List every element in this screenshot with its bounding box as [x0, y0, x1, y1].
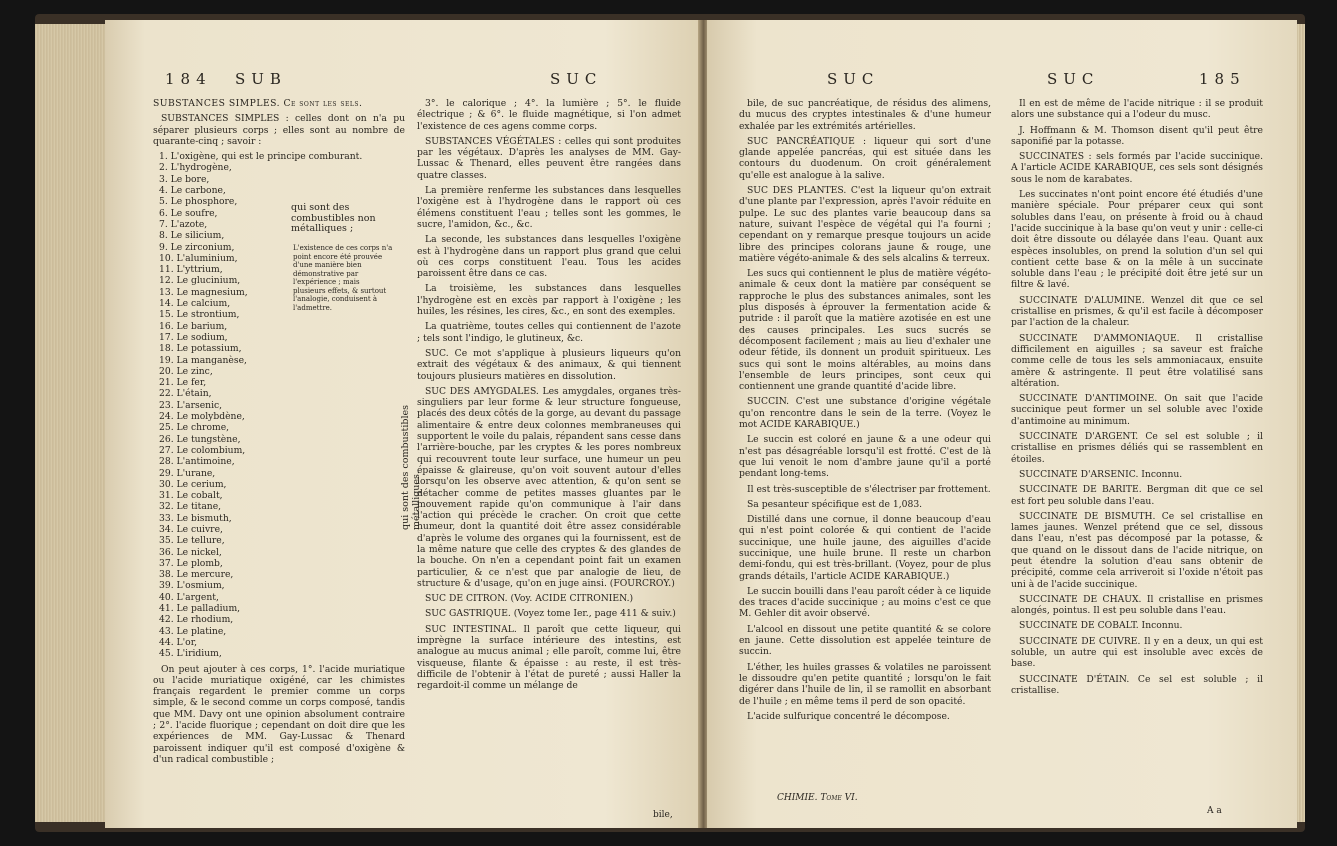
element-item: 44. L'or, — [159, 636, 197, 648]
paragraph: La troisième, les substances dans lesquelles l'hydrogène est en excès par rapport à l'oxigène ; les huiles, les résines, les cires, &c., en sont des exemples. — [417, 283, 681, 318]
bracket-note-1: qui sont des combustibles non métalliques ; — [291, 202, 376, 234]
element-item: 20. Le zinc, — [159, 365, 213, 377]
element-item: 6. Le soufre, — [159, 207, 218, 219]
element-item: 45. L'iridium, — [159, 648, 222, 660]
element-item: 3. Le bore, — [159, 173, 210, 185]
paragraph: Le succin bouilli dans l'eau paroît céder à ce liquide des traces d'acide succinique ; au moins c'est ce que M. Gehler dit avoir observé. — [739, 585, 991, 620]
paragraph: Sa pesanteur spécifique est de 1,083. — [747, 498, 923, 510]
element-item: 30. Le cerium, — [159, 478, 227, 490]
element-item: 4. Le carbone, — [159, 185, 226, 197]
paragraph: Les sucs qui contiennent le plus de matière végéto-animale & ceux dont la matière par conséquent se rapproche le plus des substances animales, sont les plus disposés à éprouver la fermentation acide & putride : il paroît que la matière azotisée en est une des causes principales. Les sucs sucrés se décomposent facilement ; mais au lieu d'exhaler une odeur fétide, ils donnent un produit spiritueux. Les sucs qui sont le moins altérables, au moins dans l'ensemble de leurs principes, sont ceux qui contiennent une grande quantité d'acide libre. — [739, 268, 991, 393]
element-item: 17. Le sodium, — [159, 331, 228, 343]
paragraph: SUCCINATE D'ÉTAIN. Ce sel est soluble ; il cristallise. — [1011, 673, 1263, 696]
paragraph: SUCCINATES : sels formés par l'acide succinique. A l'article ACIDE KARABIQUE, ces sels sont désignés sous le nom de karabates. — [1011, 151, 1263, 185]
page-number-right: 185 — [1199, 70, 1246, 88]
element-item: 18. Le potassium, — [159, 343, 242, 355]
element-item: 14. Le calcium, — [159, 298, 231, 310]
running-head-right-b: SUC — [1047, 70, 1100, 88]
right-column-1 — [739, 98, 991, 726]
element-item: 7. L'azote, — [159, 218, 208, 230]
left-column-1 — [153, 98, 405, 769]
paragraph: SUC DES PLANTES. C'est la liqueur qu'on extrait d'une plante par l'expression, après l'avoir réduite en pulpe. Le suc des plantes varie beaucoup dans sa nature, suivant l'espèce de végétal qui l'a fourni ; cependant on y remarque presque toujours un acide libre des principes colorans jaune & rouge, une matière végéto-animale & des sels alcalins & terreux. — [739, 185, 991, 264]
element-item: 16. Le barium, — [159, 320, 228, 332]
element-item: 35. Le tellure, — [159, 535, 225, 547]
paragraph: SUCCINATE DE CUIVRE. Il y en a deux, un qui est soluble, un autre qui est insoluble avec excès de base. — [1011, 635, 1263, 670]
paragraph: SUCCINATE D'ANTIMOINE. On sait que l'acide succinique peut former un sel soluble avec l'oxide d'antimoine au minimum. — [1011, 393, 1263, 427]
element-item: 2. L'hydrogène, — [159, 162, 232, 174]
paragraph: La quatrième, toutes celles qui contiennent de l'azote ; tels sont l'indigo, le glutineux, &c. — [417, 321, 681, 344]
paragraph: SUCCIN. C'est une substance d'origine végétale qu'on rencontre dans le sein de la terre. (Voyez le mot ACIDE KARABIQUE.) — [739, 396, 991, 431]
element-item: 38. Le mercure, — [159, 569, 234, 581]
element-item: 23. L'arsenic, — [159, 399, 223, 411]
paragraph: SUCCINATE DE CHAUX. Il cristallise en prismes alongés, pointus. Il est peu soluble dans l'eau. — [1011, 593, 1263, 617]
signature: CHIMIE. Tome VI. — [777, 793, 858, 803]
paragraph: SUC GASTRIQUE. (Voyez tome Ier., page 411 & suiv.) — [425, 608, 676, 620]
paragraph: SUC PANCRÉATIQUE : liqueur qui sort d'une glande appelée pancréas, qui est située dans les contours du duodenum. On croit généralement qu'elle est analogue à la salive. — [739, 135, 991, 181]
element-item: 31. Le cobalt, — [159, 490, 223, 502]
paragraph: SUC DES AMYGDALES. Les amygdales, organes très-singuliers par leur forme & leur structure fongueuse, placés des deux côtés de la gorge, au devant du passage alimentaire & entre deux colonnes membraneuses qui supportent le voile du palais, répandent sans cesse dans l'arrière-bouche, par les cryptes & les pores nombreux qui recouvrent toute leur surface, une humeur un peu épaisse & glaireuse, qu'on voit souvent autour d'elles lorsqu'on les observe avec attention, & qu'on sent se détacher comme de petites masses gluantes par le mouvement rapide qu'on communique à l'air dans l'action qui précède le cracher. On croit que cette humeur, dont la quantité doit être assez considérable d'après le volume des organes qui la fournissent, est de la même nature que celle des cryptes & des glandes de la bouche. On n'en a cependant point fait un examen particulier, & ce n'est que par analogie de lieu, de structure & d'usage, qu'on en juge ainsi. (FOURCROY.) — [417, 385, 681, 589]
paragraph: SUBSTANCES VÉGÉTALES : celles qui sont produites par les végétaux. D'après les analyses de MM. Gay-Lussac & Thenard, elles peuvent être rangées dans quatre classes. — [417, 135, 681, 181]
catchword-right: A a — [1207, 806, 1222, 816]
paragraph: La seconde, les substances dans lesquelles l'oxigène est à l'hydrogène dans un rapport plus grand que celui où ces corps constituent l'eau. Tous les acides paroissent être dans ce cas. — [417, 234, 681, 280]
catchword-left: bile, — [653, 810, 673, 820]
element-item: 19. La manganèse, — [159, 354, 247, 366]
paragraph: 3°. le calorique ; 4°. la lumière ; 5°. le fluide électrique ; & 6°. le fluide magnétique, si l'on admet l'existence de ces agens comme corps. — [417, 98, 681, 132]
paragraph: SUCCINATE D'ARSENIC. Inconnu. — [1019, 468, 1183, 480]
paragraph: SUC DE CITRON. (Voy. ACIDE CITRONIEN.) — [425, 593, 634, 605]
element-item: 22. L'étain, — [159, 388, 212, 400]
page-edges-left — [35, 24, 105, 822]
title-line: SUBSTANCES SIMPLES. Ce sont les sels. — [153, 98, 363, 109]
element-item: 41. Le palladium, — [159, 603, 241, 615]
element-item: 21. Le fer, — [159, 377, 207, 389]
element-item: 28. L'antimoine, — [159, 456, 235, 468]
paragraph: Il en est de même de l'acide nitrique : il se produit alors une substance qui a l'odeur du musc. — [1011, 98, 1263, 121]
element-item: 36. Le nickel, — [159, 546, 222, 558]
element-item: 26. Le tungstène, — [159, 433, 241, 445]
paragraph: La première renferme les substances dans lesquelles l'oxigène est à l'hydrogène dans le rapport où ces élémens constituent l'eau ; telles sont les gommes, le sucre, l'amidon, &c., &c. — [417, 185, 681, 230]
element-item: 12. Le glucinium, — [159, 275, 241, 287]
element-item: 29. L'urane, — [159, 467, 216, 479]
intro: SUBSTANCES SIMPLES : celles dont on n'a pu séparer plusieurs corps ; elles sont au nombre de quarante-cinq ; savoir : — [153, 113, 405, 147]
element-item: 10. L'aluminium, — [159, 252, 238, 264]
element-item: 15. Le strontium, — [159, 309, 240, 321]
element-item: 42. Le rhodium, — [159, 614, 234, 626]
paragraph: Le succin est coloré en jaune & a une odeur qui n'est pas désagréable lorsqu'il est frotté. C'est de là que lui venoit le nom d'ambre jaune qu'il a porté pendant long-tems. — [739, 434, 991, 480]
paragraph: J. Hoffmann & M. Thomson disent qu'il peut être saponifié par la potasse. — [1011, 124, 1263, 147]
running-head-left-a: SUB — [235, 70, 287, 88]
right-column-2 — [1011, 98, 1263, 700]
element-item: 9. Le zirconium, — [159, 241, 235, 253]
left-page — [105, 20, 700, 828]
page-edges-right — [1297, 24, 1305, 822]
paragraph: SUCCINATE D'ARGENT. Ce sel est soluble ; il cristallise en prismes déliés qui se rassemblent en étoiles. — [1011, 431, 1263, 465]
element-item: 43. Le platine, — [159, 625, 227, 637]
bracket-note-3: qui sont des combustibles métalliques. — [400, 404, 422, 530]
element-item: 25. Le chrome, — [159, 422, 230, 434]
paragraph: SUCCINATE D'ALUMINE. Wenzel dit que ce sel cristallise en prismes, & qu'il est facile à décomposer par l'action de la chaleur. — [1011, 294, 1263, 329]
element-item: 34. Le cuivre, — [159, 523, 223, 535]
element-item: 40. L'argent, — [159, 591, 219, 603]
book — [35, 14, 1305, 832]
element-item: 33. Le bismuth, — [159, 512, 232, 524]
paragraph: bile, de suc pancréatique, de résidus des alimens, du mucus des cryptes intestinales & d'une humeur exhalée par les extrémités artérielles. — [739, 98, 991, 132]
paragraph: SUCCINATE DE BISMUTH. Ce sel cristallise en lames jaunes. Wenzel prétend que ce sel, dissous dans l'eau, n'est pas décomposé par la potasse, & que quand on le dissout dans de l'acide nitrique, on peut étendre la solution d'eau sans obtenir de précipité, comme cela arriveroit si l'oxide n'étoit pas uni à de l'acide succinique. — [1011, 510, 1263, 590]
running-head-right-a: SUC — [827, 70, 880, 88]
paragraph: SUCCINATE DE BARITE. Bergman dit que ce sel est fort peu soluble dans l'eau. — [1011, 484, 1263, 507]
page-number-left: 184 — [165, 70, 212, 88]
paragraph: L'alcool en dissout une petite quantité & se colore en jaune. Cette dissolution est appelée teinture de succin. — [739, 623, 991, 658]
paragraph: L'éther, les huiles grasses & volatiles ne paroissent le dissoudre qu'en petite quantité ; lorsqu'on le fait digérer dans l'huile de lin, il se ramollit en absorbant de l'huile ; en même tems il perd de son opacité. — [739, 661, 991, 707]
element-item: 5. Le phosphore, — [159, 196, 238, 208]
element-item: 39. L'osmium, — [159, 580, 225, 592]
element-item: 11. L'yttrium, — [159, 264, 223, 276]
paragraph: SUC. Ce mot s'applique à plusieurs liqueurs qu'on extrait des végétaux & des animaux, & qui tiennent toujours plusieurs matières en dissolution. — [417, 347, 681, 382]
paragraph: Les succinates n'ont point encore été étudiés d'une manière spéciale. Pour préparer ceux qui sont solubles dans l'eau, on présente à froid ou à chaud l'acide succinique à la base qu'on veut y unir : celle-ci doit être dissoute ou délayée dans l'eau. Quant aux espèces insolubles, on prend la solution d'un sel qui contient cette base & on la mêle à un succinate soluble dans l'eau ; le précipité doit être jeté sur un filtre & lavé. — [1011, 189, 1263, 291]
element-item: 32. Le titane, — [159, 501, 222, 513]
element-item: 8. Le silicium, — [159, 230, 225, 242]
element-item: 37. Le plomb, — [159, 557, 223, 569]
paragraph: SUCCINATE D'AMMONIAQUE. Il cristallise difficilement en aiguilles ; sa saveur est fraîche comme celle de tous les sels ammoniacaux, ensuite amère & astringente. Il peut être volatilisé sans altération. — [1011, 332, 1263, 389]
element-item: 1. L'oxigène, qui est le principe comburant. — [159, 151, 363, 163]
paragraph: SUC INTESTINAL. Il paroît que cette liqueur, qui imprègne la surface intérieure des intestins, est analogue au mucus animal ; elle paroît, comme lui, être visqueuse, filante & épaisse : au reste, il est très-difficile de l'obtenir à l'état de pureté ; aussi Haller la regardoit-il comme un mélange de — [417, 623, 681, 692]
bracket-note-2: L'existence de ces corps n'a point encore été prouvée d'une manière bien démonstrative par l'expérience ; mais plusieurs effets, & surtout l'analogie, conduisent à l'admettre. — [293, 244, 393, 312]
paragraph: Distillé dans une cornue, il donne beaucoup d'eau qui n'est point colorée & qui contient de l'acide succinique, une huile jaune, des aiguilles d'acide succinique, une huile brune. Il reste un charbon demi-fondu, qui est très-brillant. (Voyez, pour de plus grands détails, l'article ACIDE KARABIQUE.) — [739, 514, 991, 582]
paragraph: Il est très-susceptible de s'électriser par frottement. — [747, 483, 991, 495]
outro: On peut ajouter à ces corps, 1°. l'acide muriatique ou l'acide muriatique oxigéné, car les chimistes français regardent le premier comme un corps simple, & le second comme un corps composé, tandis que MM. Davy ont une opinion absolument contraire ; 2°. l'acide fluorique ; cependant on doit dire que les expériences de MM. Gay-Lussac & Thenard paroissent indiquer qu'il est composé d'oxigène & d'un radical combustible ; — [153, 663, 405, 765]
right-page — [707, 20, 1297, 828]
element-item: 24. Le molybdène, — [159, 411, 245, 423]
paragraph: SUCCINATE DE COBALT. Inconnu. — [1019, 620, 1183, 632]
left-column-2 — [417, 98, 681, 696]
element-item: 13. Le magnesium, — [159, 286, 248, 298]
element-item: 27. Le colombium, — [159, 444, 246, 456]
paragraph: L'acide sulfurique concentré le décompose. — [747, 710, 950, 722]
running-head-left-b: SUC — [550, 70, 603, 88]
